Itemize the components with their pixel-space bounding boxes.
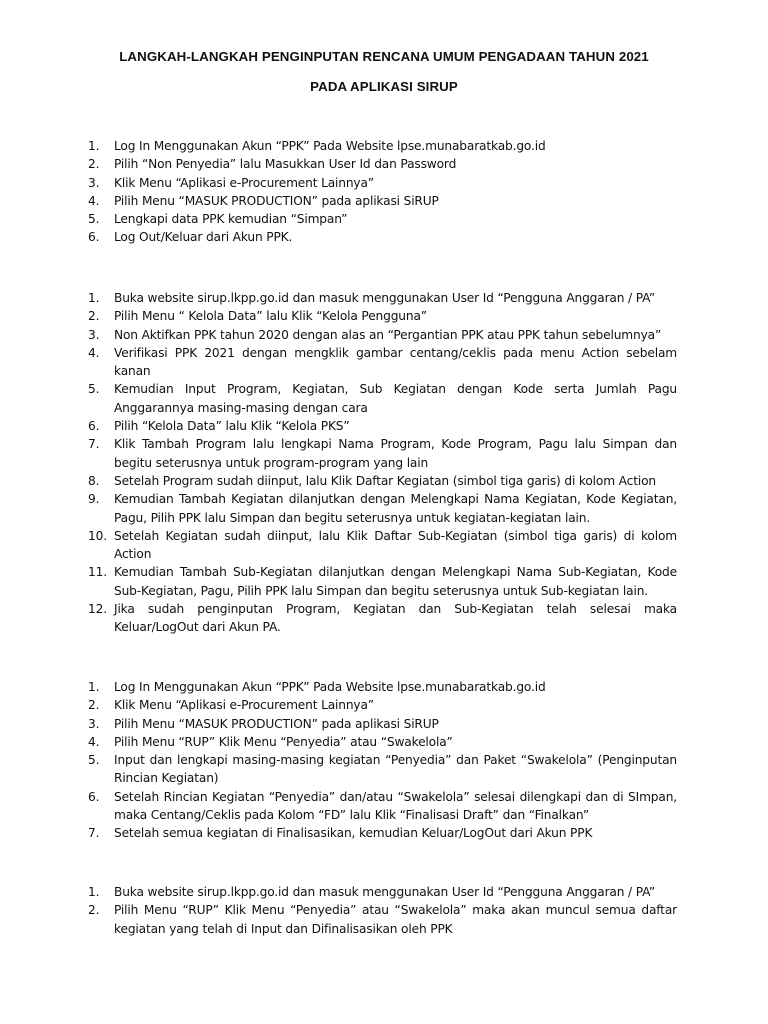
list-item — [88, 307, 677, 325]
list-item-text: Setelah Rincian Kegiatan “Penyedia” dan/atau “Swakelola” selesai dilengkapi dan di SImpan, maka Centang/Ceklis pada Kolom “FD” lalu Klik “Finalisasi Draft” dan “Finalkan” — [114, 789, 677, 823]
list-item-text: Buka website sirup.lkpp.go.id dan masuk menggunakan User Id “Pengguna Anggaran / PA” — [114, 885, 655, 899]
list-item-number: 12. — [88, 602, 107, 617]
section-pa-review-list — [88, 883, 677, 938]
section-ppk-package-input-list — [88, 678, 677, 843]
list-item-number: 5. — [88, 382, 100, 397]
list-item-number: 4. — [88, 345, 100, 360]
list-item-number: 7. — [88, 437, 100, 452]
list-item-text: Input dan lengkapi masing-masing kegiatan “Penyedia” dan Paket “Swakelola” (Penginputan Rincian Kegiatan) — [114, 753, 677, 786]
section-ppk-registration-list — [88, 137, 677, 247]
list-item-text: Pilih Menu “RUP” Klik Menu “Penyedia” atau “Swakelola” maka akan muncul semua daftar kegiatan yang telah di Input dan Difinalisasikan oleh PPK — [114, 903, 677, 936]
list-item — [88, 527, 677, 564]
list-item — [88, 417, 677, 435]
list-item-text: Non Aktifkan PPK tahun 2020 dengan alas an “Pergantian PPK atau PPK tahun sebelumnya” — [114, 327, 662, 342]
list-item-text: Buka website sirup.lkpp.go.id dan masuk menggunakan User Id “Pengguna Anggaran / PA” — [114, 291, 655, 305]
list-item — [88, 883, 677, 901]
list-item-text: Pilih Menu “ Kelola Data” lalu Klik “Kelola Pengguna” — [114, 309, 427, 324]
list-item — [88, 155, 677, 173]
list-item — [88, 344, 677, 381]
list-item — [88, 600, 677, 637]
list-item-text: Klik Tambah Program lalu lengkapi Nama Program, Kode Program, Pagu lalu Simpan dan begitu seterusnya untuk program-program yang lain — [114, 437, 677, 470]
list-item-number: 5. — [88, 753, 100, 768]
list-item-text: Log In Menggunakan Akun “PPK” Pada Website lpse.munabaratkab.go.id — [114, 139, 546, 153]
list-item-number: 1. — [88, 139, 100, 153]
list-item-number: 2. — [88, 903, 100, 918]
list-item — [88, 289, 677, 307]
list-item — [88, 137, 677, 155]
list-item — [88, 472, 677, 490]
list-item-number: 3. — [88, 716, 100, 731]
list-item — [88, 228, 677, 246]
list-item-number: 2. — [88, 309, 100, 324]
list-item-text: Setelah Program sudah diinput, lalu Klik Daftar Kegiatan (simbol tiga garis) di kolom Action — [114, 473, 656, 488]
list-item-number: 10. — [88, 528, 107, 543]
list-item-text: Setelah semua kegiatan di Finalisasikan, kemudian Keluar/LogOut dari Akun PPK — [114, 826, 593, 841]
list-item-number: 6. — [88, 789, 100, 804]
list-item — [88, 733, 677, 751]
list-item-number: 1. — [88, 885, 100, 899]
list-item — [88, 715, 677, 733]
list-item — [88, 380, 677, 417]
list-item-text: Setelah Kegiatan sudah diinput, lalu Klik Daftar Sub-Kegiatan (simbol tiga garis) di kolom Action — [114, 528, 677, 562]
list-item-text: Lengkapi data PPK kemudian “Simpan” — [114, 212, 348, 227]
list-item-number: 3. — [88, 327, 100, 342]
document-title: LANGKAH-LANGKAH PENGINPUTAN RENCANA UMUM PENGADAAN TAHUN 2021 — [119, 49, 649, 64]
list-item — [88, 326, 677, 344]
list-item-number: 6. — [88, 419, 100, 434]
list-item-number: 3. — [88, 175, 100, 190]
list-item — [88, 490, 677, 527]
list-item-number: 9. — [88, 492, 100, 507]
list-item-number: 11. — [88, 565, 107, 580]
list-item — [88, 751, 677, 788]
list-item-text: Log In Menggunakan Akun “PPK” Pada Website lpse.munabaratkab.go.id — [114, 680, 546, 694]
list-item-text: Klik Menu “Aplikasi e-Procurement Lainnya” — [114, 698, 374, 713]
list-item-text: Pilih “Non Penyedia” lalu Masukkan User Id dan Password — [114, 157, 457, 172]
list-item-number: 5. — [88, 212, 100, 227]
list-item-number: 6. — [88, 230, 100, 245]
list-item — [88, 824, 677, 842]
list-item-text: Verifikasi PPK 2021 dengan mengklik gambar centang/ceklis pada menu Action sebelam kanan — [114, 345, 677, 379]
list-item-number: 2. — [88, 157, 100, 172]
list-item-text: Log Out/Keluar dari Akun PPK. — [114, 230, 293, 245]
list-item-number: 1. — [88, 291, 100, 305]
list-item — [88, 174, 677, 192]
list-item-number: 8. — [88, 473, 100, 488]
list-item — [88, 210, 677, 228]
list-item — [88, 435, 677, 472]
list-item-text: Kemudian Tambah Kegiatan dilanjutkan dengan Melengkapi Nama Kegiatan, Kode Kegiatan, Pagu, Pilih PPK lalu Simpan dan begitu seterusnya untuk kegiatan-kegiatan lain. — [114, 492, 677, 525]
list-item-text: Kemudian Input Program, Kegiatan, Sub Kegiatan dengan Kode serta Jumlah Pagu Anggarannya masing-masing dengan cara — [114, 382, 677, 415]
list-item — [88, 192, 677, 210]
list-item-text: Pilih Menu “MASUK PRODUCTION” pada aplikasi SiRUP — [114, 716, 439, 731]
list-item-number: 1. — [88, 680, 100, 694]
section-pa-program-input-list — [88, 289, 677, 637]
list-item — [88, 563, 677, 600]
list-item-text: Kemudian Tambah Sub-Kegiatan dilanjutkan dengan Melengkapi Nama Sub-Kegiatan, Kode Sub-Kegiatan, Pagu, Pilih PPK lalu Simpan dan begitu seterusnya untuk Sub-kegiatan lain. — [114, 565, 677, 598]
list-item-number: 7. — [88, 826, 100, 841]
list-item-text: Pilih Menu “MASUK PRODUCTION” pada aplikasi SiRUP — [114, 193, 439, 208]
list-item-number: 2. — [88, 698, 100, 713]
list-item — [88, 678, 677, 696]
list-item-text: Pilih “Kelola Data” lalu Klik “Kelola PKS” — [114, 419, 350, 434]
list-item-text: Pilih Menu “RUP” Klik Menu “Penyedia” atau “Swakelola” — [114, 734, 453, 749]
list-item-text: Jika sudah penginputan Program, Kegiatan dan Sub-Kegiatan telah selesai maka Keluar/LogOut dari Akun PA. — [114, 602, 677, 635]
list-item-number: 4. — [88, 193, 100, 208]
document-subtitle: PADA APLIKASI SIRUP — [310, 79, 458, 94]
list-item — [88, 696, 677, 714]
list-item-number: 4. — [88, 734, 100, 749]
list-item-text: Klik Menu “Aplikasi e-Procurement Lainnya” — [114, 175, 374, 190]
list-item — [88, 788, 677, 825]
list-item — [88, 901, 677, 938]
